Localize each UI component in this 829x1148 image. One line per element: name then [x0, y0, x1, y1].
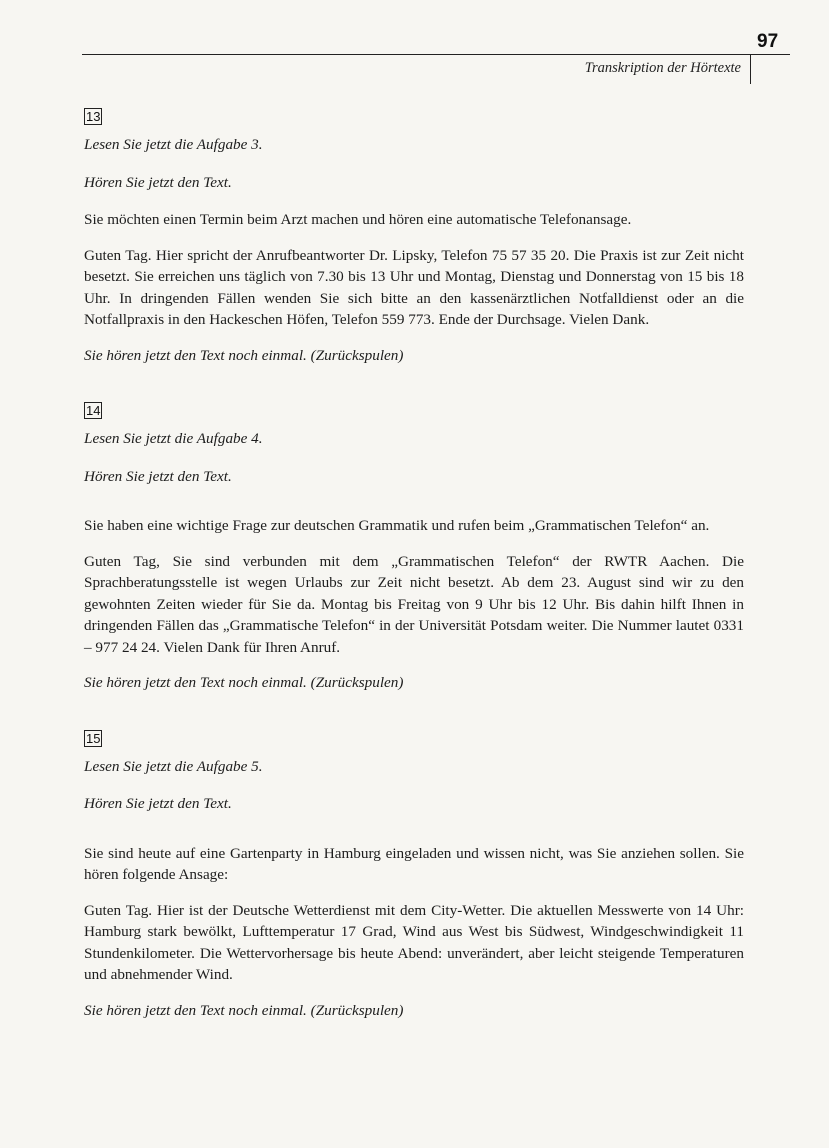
section-15 [84, 730, 744, 1022]
task-instruction: Lesen Sie jetzt die Aufgabe 3. [84, 136, 263, 153]
listen-instruction: Hören Sie jetzt den Text. [84, 795, 232, 812]
listen-instruction: Hören Sie jetzt den Text. [84, 173, 232, 191]
header-vertical-rule [750, 54, 751, 84]
header-rule [82, 54, 750, 55]
transcript-content [84, 108, 744, 1021]
task-instruction: Lesen Sie jetzt die Aufgabe 4. [84, 430, 263, 447]
situation-text: Sie haben eine wichtige Frage zur deutschen Grammatik und rufen beim „Grammatischen Telefon“ an. [84, 517, 710, 534]
section-number-box: 14 [86, 403, 101, 418]
section-number-box: 13 [86, 109, 101, 124]
listen-instruction: Hören Sie jetzt den Text. [84, 467, 232, 485]
section-13 [84, 108, 744, 366]
running-head: Transkription der Hörtexte [584, 60, 741, 76]
repeat-instruction: Sie hören jetzt den Text noch einmal. (Zurückspulen) [84, 1001, 404, 1019]
task-instruction: Lesen Sie jetzt die Aufgabe 5. [84, 757, 263, 775]
repeat-instruction: Sie hören jetzt den Text noch einmal. (Zurückspulen) [84, 346, 404, 364]
transcript-text: Guten Tag, Sie sind verbunden mit dem „Grammatischen Telefon“ der RWTR Aachen. Die Sprachberatungsstelle ist wegen Urlaubs zur Zeit nicht besetzt. Ab dem 23. August sind wir zu den gewohnten Zeiten wieder für Sie da. Montag bis Freitag von 9 Uhr bis 12 Uhr. Bis dahin hilft Ihnen in dringenden Fällen das „Grammatische Telefon“ in der Universität Potsdam weiter. Die Nummer lautet 0331 – 977 24 24. Vielen Dank für Ihren Anruf. [84, 552, 744, 656]
section-number-box: 15 [86, 730, 101, 746]
transcript-text: Guten Tag. Hier spricht der Anrufbeantworter Dr. Lipsky, Telefon 75 57 35 20. Die Praxis ist zur Zeit nicht besetzt. Sie erreichen uns täglich von 7.30 bis 13 Uhr und Montag, Dienstag und Donnerstag von 15 bis 18 Uhr. In dringenden Fällen wenden Sie sich bitte an den kassenärztlichen Notfalldienst oder an die Notfallpraxis in den Hackeschen Höfen, Telefon 559 773. Ende der Durchsage. Vielen Dank. [84, 246, 744, 328]
repeat-instruction: Sie hören jetzt den Text noch einmal. (Zurückspulen) [84, 674, 404, 691]
situation-text: Sie möchten einen Termin beim Arzt machen und hören eine automatische Telefonansage. [84, 211, 632, 228]
situation-text: Sie sind heute auf eine Gartenparty in Hamburg eingeladen und wissen nicht, was Sie anziehen sollen. Sie hören folgende Ansage: [84, 844, 744, 883]
section-14 [84, 402, 744, 694]
transcript-text: Guten Tag. Hier ist der Deutsche Wetterdienst mit dem City-Wetter. Die aktuellen Messwerte von 14 Uhr: Hamburg stark bewölkt, Lufttemperatur 17 Grad, Wind aus West bis Südwest, Windgeschwindigkeit 11 Stundenkilometer. Die Wettervorhersage bis heute Abend: unverändert, aber leicht steigende Temperaturen und abnehmender Wind. [84, 901, 744, 983]
page-number-rule [750, 54, 790, 55]
page-number: 97 [757, 31, 779, 52]
